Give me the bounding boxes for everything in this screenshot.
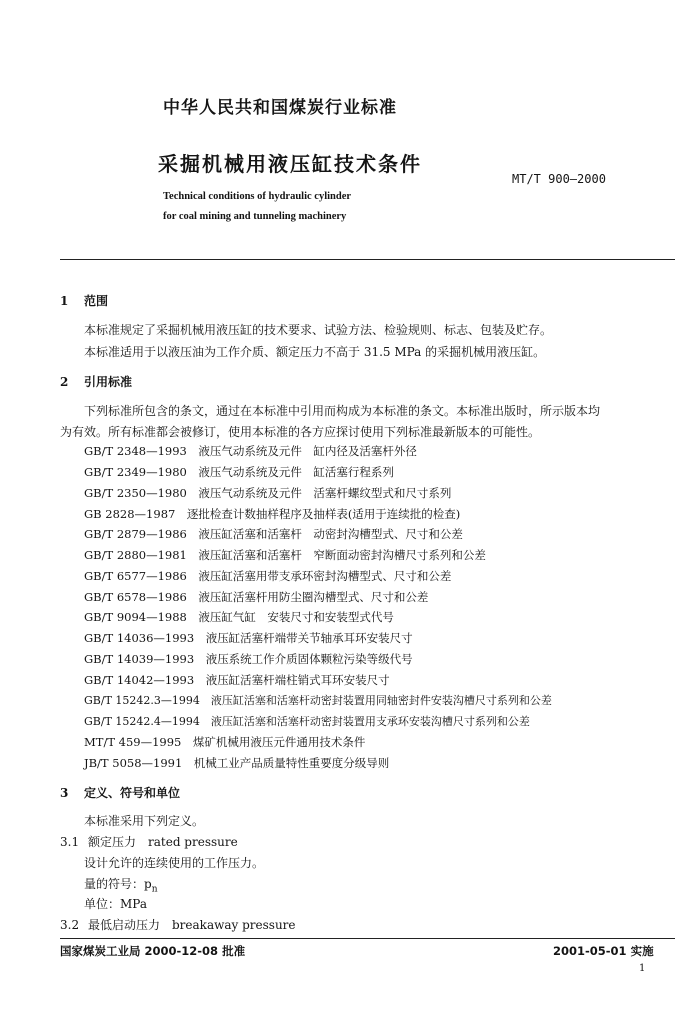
reference-item: GB/T 9094—1988 液压缸气缸 安装尺寸和安装型式代号: [84, 610, 394, 624]
reference-item: GB/T 15242.4—1994 液压缸活塞和活塞杆动密封装置用支承环安装沟槽尺寸系列和公差: [84, 715, 530, 728]
section-1-paragraph-1: 本标准规定了采掘机械用液压缸的技术要求、试验方法、检验规则、标志、包装及贮存。: [84, 323, 553, 337]
section-1-number: 1: [60, 294, 69, 308]
section-3-title: 定义、符号和单位: [84, 786, 181, 800]
section-2-intro-line-1: 下列标准所包含的条文，通过在本标准中引用而构成为本标准的条文。本标准出版时，所示版本均: [84, 404, 601, 418]
document-title-en-line2: for coal mining and tunneling machinery: [163, 211, 347, 222]
section-3-intro: 本标准采用下列定义。: [84, 814, 205, 828]
reference-item: GB/T 6578—1986 液压缸活塞杆用防尘圈沟槽型式、尺寸和公差: [84, 590, 429, 604]
section-1-paragraph-2: 本标准适用于以液压油为工作介质、额定压力不高于 31.5 MPa 的采掘机械用液压缸。: [84, 345, 546, 359]
reference-item: GB/T 6577—1986 液压缸活塞用带支承环密封沟槽型式、尺寸和公差: [84, 569, 452, 583]
reference-item: GB/T 14042—1993 液压缸活塞杆端柱销式耳环安装尺寸: [84, 673, 390, 687]
section-2-title: 引用标准: [84, 375, 133, 389]
footer-rule: [60, 938, 675, 939]
reference-item: GB/T 2348—1993 液压气动系统及元件 缸内径及活塞杆外径: [84, 444, 417, 458]
reference-item: GB 2828—1987 逐批检查计数抽样程序及抽样表(适用于连续批的检查): [84, 507, 461, 521]
section-1-heading: [60, 292, 108, 309]
section-1-title: 范围: [84, 294, 109, 308]
definition-3-1-heading: [60, 833, 238, 850]
section-2-number: 2: [60, 375, 69, 389]
document-title-en-line1: Technical conditions of hydraulic cylinder: [163, 191, 352, 202]
reference-item: GB/T 15242.3—1994 液压缸活塞和活塞杆动密封装置用同轴密封件安装沟槽尺寸系列和公差: [84, 694, 552, 707]
definition-3-2-heading: [60, 916, 296, 933]
reference-item: GB/T 2880—1981 液压缸活塞和活塞杆 窄断面动密封沟槽尺寸系列和公差: [84, 548, 486, 562]
section-3-number: 3: [60, 786, 69, 800]
page-number: 1: [639, 963, 646, 974]
section-2-heading: [60, 373, 132, 390]
approval-date: 国家煤炭工业局 2000-12-08 批准: [60, 944, 246, 958]
definition-3-1-symbol: [84, 875, 157, 894]
definition-3-1-symbol-subscript: n: [151, 884, 158, 895]
header-rule: [60, 259, 675, 260]
reference-item: MT/T 459—1995 煤矿机械用液压元件通用技术条件: [84, 735, 366, 749]
definition-3-2-number: 3.2: [60, 918, 80, 932]
document-title-zh: 采掘机械用液压缸技术条件: [158, 152, 422, 176]
reference-item: GB/T 14039—1993 液压系统工作介质固体颗粒污染等级代号: [84, 652, 413, 666]
section-3-heading: [60, 784, 180, 801]
definition-3-2-title: 最低启动压力 breakaway pressure: [88, 918, 296, 932]
reference-item: GB/T 14036—1993 液压缸活塞杆端带关节轴承耳环安装尺寸: [84, 631, 413, 645]
definition-3-1-unit: 单位：MPa: [84, 897, 147, 911]
reference-item: GB/T 2349—1980 液压气动系统及元件 缸活塞行程系列: [84, 465, 394, 479]
reference-item: GB/T 2350—1980 液压气动系统及元件 活塞杆螺纹型式和尺寸系列: [84, 486, 452, 500]
standard-number: MT/T 900—2000: [512, 172, 606, 186]
definition-3-1-text: 设计允许的连续使用的工作压力。: [84, 856, 265, 870]
section-2-intro-line-2: 为有效。所有标准都会被修订，使用本标准的各方应探讨使用下列标准最新版本的可能性。: [60, 425, 541, 439]
implementation-date: 2001-05-01 实施: [553, 944, 654, 958]
issuing-organization: 中华人民共和国煤炭行业标准: [163, 98, 397, 118]
reference-item: GB/T 2879—1986 液压缸活塞和活塞杆 动密封沟槽型式、尺寸和公差: [84, 527, 463, 541]
reference-item: JB/T 5058—1991 机械工业产品质量特性重要度分级导则: [84, 756, 390, 770]
definition-3-1-number: 3.1: [60, 835, 80, 849]
definition-3-1-title: 额定压力 rated pressure: [88, 835, 238, 849]
definition-3-1-symbol-label: 量的符号：p: [84, 877, 152, 891]
